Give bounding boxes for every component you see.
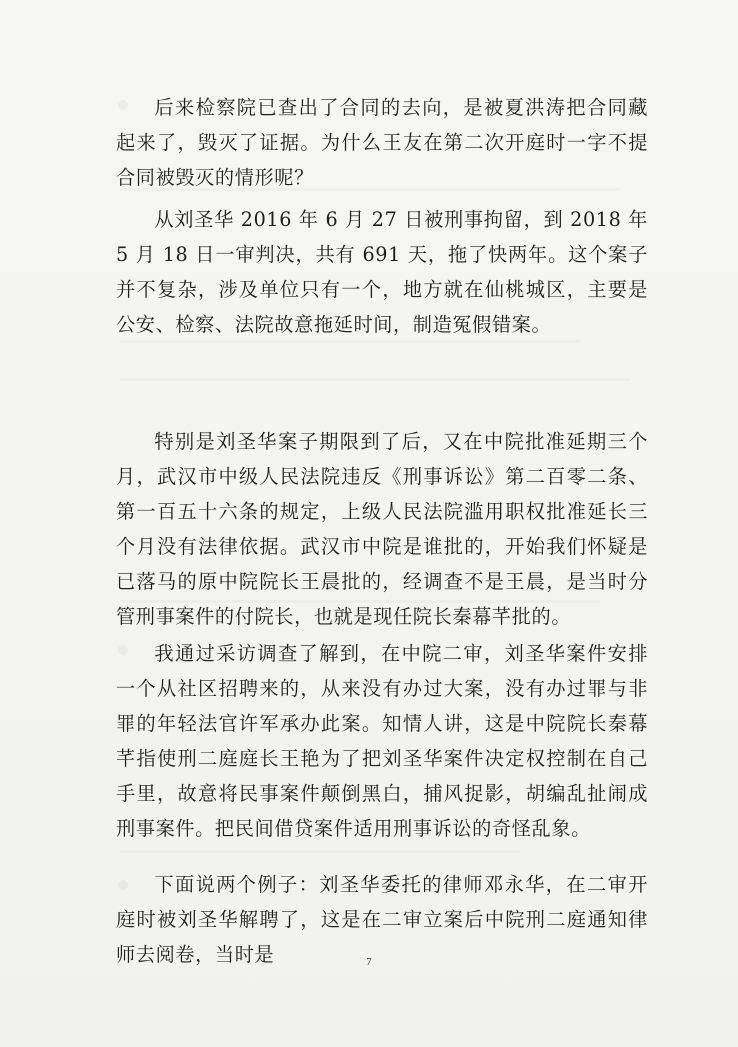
bleed-through-line <box>120 850 520 853</box>
body-paragraph: 我通过采访调查了解到，在中院二审，刘圣华案件安排一个从社区招聘来的，从来没有办过大案，没有办过罪与非罪的年轻法官许军承办此案。知情人讲，这是中院院长秦幕芊指使刑二庭庭长王艳为了把刘圣华案件决定权控制在自己手里，故意将民事案件颠倒黑白，捕风捉影，胡编乱扯闹成刑事案件。把民间借贷案件适用刑事诉讼的奇怪乱象。 <box>116 642 648 840</box>
body-paragraph: 下面说两个例子：刘圣华委托的律师邓永华，在二审开庭时被刘圣华解聘了，这是在二审立案后中院刑二庭通知律师去阅卷，当时是 <box>116 873 648 966</box>
page-number: 7 <box>366 956 372 968</box>
bleed-through-line <box>120 378 630 381</box>
body-paragraph: 从刘圣华 2016 年 6 月 27 日被刑事拘留，到 2018 年 5 月 18 日一审判决，共有 691 天，拖了快两年。这个案子并不复杂，涉及单位只有一个，地方就在仙桃城区，主要是公安、检察、法院故意拖延时间，制造冤假错案。 <box>116 208 648 336</box>
body-paragraph: 后来检察院已查出了合同的去向，是被夏洪涛把合同藏起来了，毁灭了证据。为什么王友在第二次开庭时一字不提合同被毁灭的情形呢？ <box>116 96 648 189</box>
body-paragraph: 特别是刘圣华案子期限到了后，又在中院批准延期三个月，武汉市中级人民法院违反《刑事诉讼》第二百零二条、第一百五十六条的规定，上级人民法院滥用职权批准延长三个月没有法律依据。武汉市中院是谁批的，开始我们怀疑是已落马的原中院院长王晨批的，经调查不是王晨，是当时分管刑事案件的付院长，也就是现任院长秦幕芊批的。 <box>116 430 648 628</box>
